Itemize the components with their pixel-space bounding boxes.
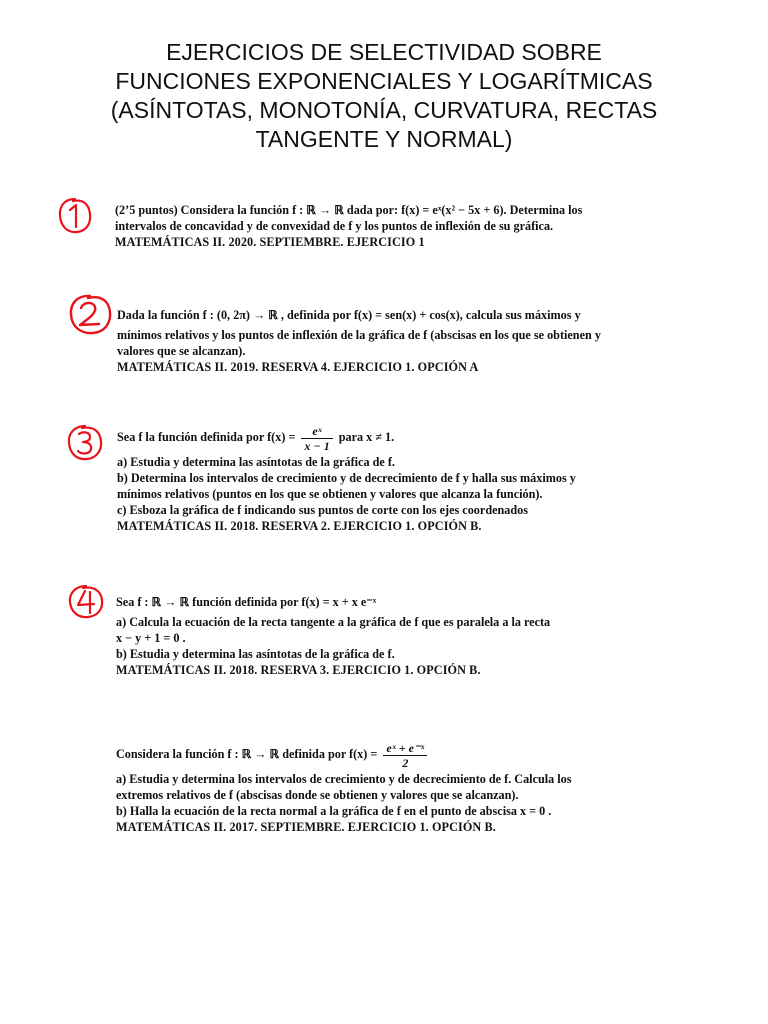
circled-number-4-icon (66, 583, 106, 621)
exercise-3 (117, 420, 657, 534)
exercise-3-part-a: a) Estudia y determina las asíntotas de la gráfica de f. (117, 455, 395, 469)
fraction-numerator: eˣ + e⁻ˣ (383, 741, 427, 756)
page-title (0, 38, 768, 154)
title-line: FUNCIONES EXPONENCIALES Y LOGARÍTMICAS (115, 68, 653, 94)
exercise-3-part-c: c) Esboza la gráfica de f indicando sus puntos de corte con los ejes coordenados (117, 503, 528, 517)
exercise-3-source: MATEMÁTICAS II. 2018. RESERVA 2. EJERCICIO 1. OPCIÓN B. (117, 519, 482, 533)
marker-3 (64, 423, 106, 463)
exercise-5-part-b: b) Halla la ecuación de la recta normal a la gráfica de f en el punto de abscisa x = 0 . (116, 804, 552, 818)
title-line: (ASÍNTOTAS, MONOTONÍA, CURVATURA, RECTAS (110, 97, 658, 123)
exercise-5-intro-text: Considera la función f : ℝ → ℝ definida por f(x) = (116, 747, 378, 761)
exercise-1-statement-cont: intervalos de concavidad y de convexidad de f y los puntos de inflexión de su gráfica. (115, 219, 554, 233)
marker-4 (66, 583, 106, 621)
marker-2 (66, 292, 114, 338)
exercise-5-source: MATEMÁTICAS II. 2017. SEPTIEMBRE. EJERCICIO 1. OPCIÓN B. (116, 820, 496, 834)
exercise-4 (116, 594, 656, 678)
fraction-numerator: eˣ (301, 424, 332, 439)
exercise-1-source: MATEMÁTICAS II. 2020. SEPTIEMBRE. EJERCICIO 1 (115, 235, 425, 249)
exercise-2-statement-cont: mínimos relativos y los puntos de inflexión de la gráfica de f (abscisas en los que se obtienen y (117, 328, 601, 342)
circled-number-2-icon (66, 292, 114, 338)
exercise-2-source: MATEMÁTICAS II. 2019. RESERVA 4. EJERCICIO 1. OPCIÓN A (117, 360, 479, 374)
exercise-4-part-b: b) Estudia y determina las asíntotas de la gráfica de f. (116, 647, 395, 661)
exercise-5-fraction (383, 741, 427, 770)
exercise-4-part-a: a) Calcula la ecuación de la recta tangente a la gráfica de f que es paralela a la recta (116, 615, 551, 629)
exercise-4-source: MATEMÁTICAS II. 2018. RESERVA 3. EJERCICIO 1. OPCIÓN B. (116, 663, 481, 677)
exercise-3-intro-end: para x ≠ 1. (338, 430, 395, 444)
exercise-3-part-b: b) Determina los intervalos de crecimiento y de decrecimiento de f y halla sus máximos y (117, 471, 576, 485)
exercise-2-statement: Dada la función f : (0, 2π) → ℝ , definida por f(x) = sen(x) + cos(x), calcula sus máximos y (117, 308, 581, 322)
title-line: TANGENTE Y NORMAL) (255, 126, 513, 152)
exercise-3-intro-text: Sea f la función definida por f(x) = (117, 430, 296, 444)
exercise-5-part-a-cont: extremos relativos de f (abscisas donde se obtienen y valores que se alcanzan). (116, 788, 519, 802)
exercise-1-statement: (2’5 puntos) Considera la función f : ℝ → ℝ dada por: f(x) = eˣ(x² − 5x + 6). Determina los (115, 203, 583, 217)
circled-number-1-icon (56, 196, 94, 236)
exercise-5-part-a: a) Estudia y determina los intervalos de crecimiento y de decrecimiento de f. Calcula los (116, 772, 572, 786)
exercise-3-fraction (301, 424, 332, 453)
marker-1 (56, 196, 94, 236)
exercise-1 (115, 202, 655, 250)
exercise-2-statement-end: valores que se alcanzan). (117, 344, 246, 358)
circled-number-3-icon (64, 423, 106, 463)
exercise-3-part-b-cont: mínimos relativos (puntos en los que se obtienen y valores que alcanza la función). (117, 487, 543, 501)
exercise-5-intro (116, 737, 656, 771)
exercise-2 (117, 307, 657, 375)
exercise-3-intro (117, 420, 657, 454)
fraction-denominator: x − 1 (304, 438, 330, 453)
exercise-4-intro: Sea f : ℝ → ℝ función definida por f(x) = x + x e⁻ˣ (116, 595, 377, 609)
fraction-denominator: 2 (402, 755, 409, 770)
title-line: EJERCICIOS DE SELECTIVIDAD SOBRE (166, 39, 602, 65)
exercise-5 (116, 737, 656, 835)
exercise-4-part-a-cont: x − y + 1 = 0 . (116, 631, 186, 645)
